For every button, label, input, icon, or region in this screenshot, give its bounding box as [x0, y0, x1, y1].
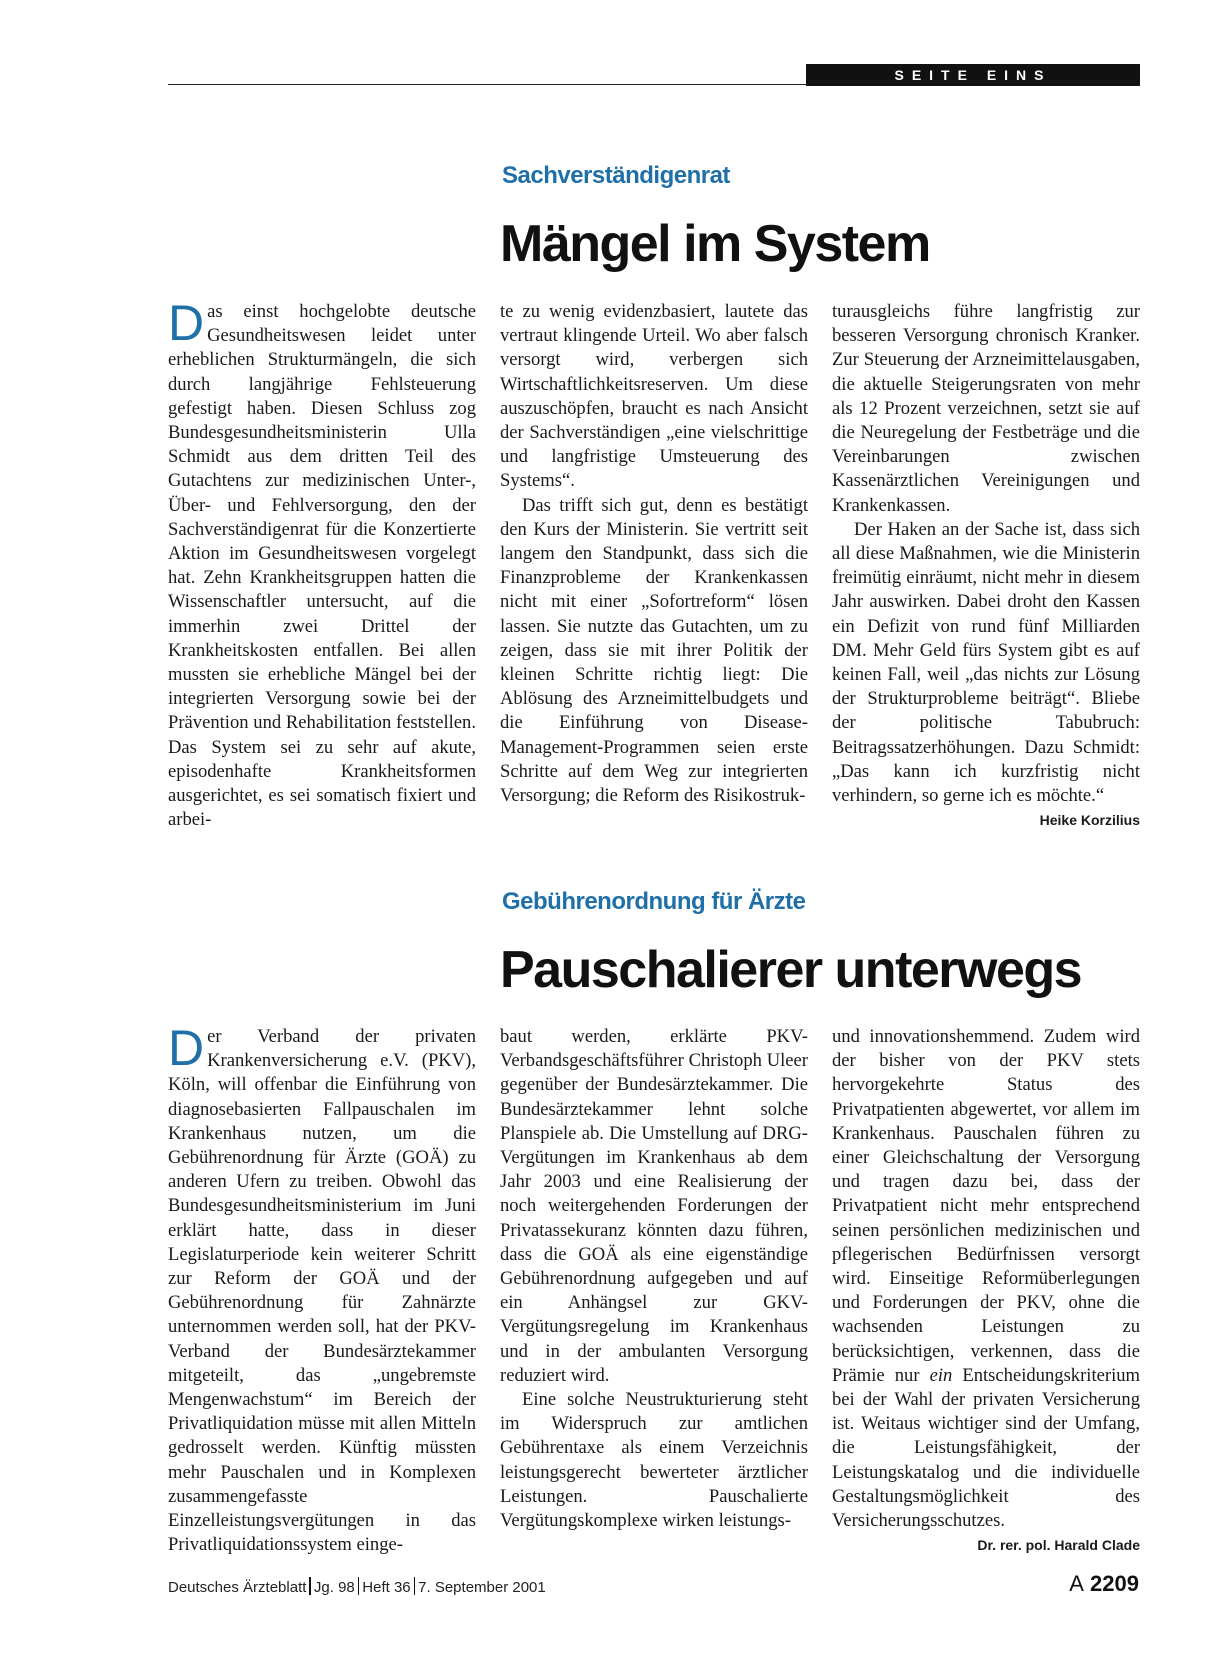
- article1-dropcap: D: [168, 295, 205, 351]
- article2-dropcap: D: [168, 1020, 205, 1076]
- article2-headline: Pauschalierer unterwegs: [500, 941, 1082, 999]
- article1-column-3: [832, 300, 1140, 832]
- page-number-value: 2209: [1090, 1571, 1139, 1596]
- article2-kicker: Gebührenordnung für Ärzte: [502, 888, 806, 915]
- article1-kicker: Sachverständigenrat: [502, 162, 730, 189]
- article2-col3-text-a: und innovationshemmend. Zudem wird der bisher von der PKV stets hervorgekehrte Status des Privatpatienten abgewertet, vor allem im Krankenhaus. Pauschalen führen zu einer Gleichschaltung der Versorgung und tragen dazu bei, dass der Privatpatient nicht mehr entsprechend seinen persönlichen medizinischen und pflegerischen Bedürfnissen versorgt wird. Einseitige Reformüberlegungen und Forderungen der PKV, ohne die wachsenden Leistungen zu berücksichtigen, verkennen, dass die Prämie nur: [832, 1026, 1140, 1386]
- footer-citation: [168, 1577, 546, 1596]
- article2-col2-para1: baut werden, erklärte PKV-Verbandsgeschäftsführer Christoph Uleer gegenüber der Bundesärztekammer. Die Bundesärztekammer lehnt solche Planspiele ab. Die Umstellung auf DRG-Vergütungen im Krankenhaus ab dem Jahr 2003 und eine Realisierung der noch weitergehenden Forderungen der Privatassekuranz könnten dazu führen, dass die GOÄ als eine eigenständige Gebührenordnung aufgegeben und auf ein Anhängsel zur GKV-Vergütungsregelung im Krankenhaus und in der ambulanten Versorgung reduziert wird.: [500, 1026, 808, 1386]
- article2-col3-emphasis: ein: [929, 1364, 953, 1386]
- footer-volume: Jg. 98: [313, 1579, 355, 1596]
- page-prefix: A: [1069, 1571, 1084, 1596]
- footer-separator: [309, 1577, 311, 1595]
- article2-col3-text-b: Entscheidungskriterium bei der Wahl der privaten Versicherung ist. Weitaus wichtiger sind der Umfang, die Leistungsfähigkeit, der Leistungskatalog und die individuelle Gestaltungsmöglichkeit des Versicherungsschutzes.: [832, 1364, 1140, 1532]
- article2-col2-para2: Eine solche Neustrukturierung steht im Widerspruch zur amtlichen Gebührentaxe als einem Verzeichnis leistungsgerecht bewerteter ärztlicher Leistungen. Pauschalierte Vergütungskomplexe wirken leistungs-: [500, 1389, 808, 1532]
- article2-author: Dr. rer. pol. Harald Clade: [977, 1537, 1140, 1554]
- header-rule: [168, 84, 806, 85]
- article1-col2-para1: te zu wenig evidenzbasiert, lautete das vertraut klingende Urteil. Wo aber falsch versorgt wird, verbergen sich Wirtschaftlichkeitsreserven. Um diese auszuschöpfen, braucht es nach Ansicht der Sachverständigen „eine vielschrittige und langfristige Umsteuerung des Systems“.: [500, 301, 808, 492]
- article2-column-2: [500, 1025, 808, 1533]
- footer-journal: Deutsches Ärzteblatt: [168, 1579, 307, 1596]
- article2-column-3: [832, 1025, 1140, 1557]
- article1-column-1: [168, 295, 476, 832]
- article1-column-2: [500, 300, 808, 808]
- article1-author: Heike Korzilius: [1039, 812, 1140, 829]
- footer-separator: [358, 1577, 360, 1595]
- page-number: [1069, 1571, 1139, 1597]
- footer-issue: Heft 36: [362, 1579, 411, 1596]
- article1-col1-text: as einst hochgelobte deutsche Gesundheitswesen leidet unter erheblichen Strukturmängeln, die sich durch langjährige Fehlsteuerung gefestigt haben. Diesen Schluss zog Bundesgesundheitsministerin Ulla Schmidt aus dem dritten Teil des Gutachtens zur medizinischen Unter-, Über- und Fehlversorgung, den der Sachverständigenrat für die Konzertierte Aktion im Gesundheitswesen vorgelegt hat. Zehn Krankheitsgruppen hatten die Wissenschaftler untersucht, auf die immerhin zwei Drittel der Krankheitskosten entfallen. Bei allen mussten sie erhebliche Mängel bei der integrierten Versorgung sowie bei der Prävention und Rehabilitation feststellen. Das System sei zu sehr auf akute, episodenhafte Krankheitsformen ausgerichtet, es sei somatisch fixiert und arbei-: [168, 301, 476, 831]
- article2-col1-text: er Verband der privaten Krankenversicherung e.V. (PKV), Köln, will offenbar die Einführung von diagnosebasierten Fallpauschalen im Krankenhaus nutzen, um die Gebührenordnung für Ärzte (GOÄ) zu anderen Ufern zu treiben. Obwohl das Bundesgesundheitsministerium im Juni erklärt hatte, dass in dieser Legislaturperiode kein weiterer Schritt zur Reform der GOÄ und der Gebührenordnung für Zahnärzte unternommen werden soll, hat der PKV-Verband der Bundesärztekammer mitgeteilt, das „ungebremste Mengenwachstum“ im Bereich der Privatliquidation müsse mit allen Mitteln gedrosselt werden. Künftig müssten mehr Pauschalen und in Komplexen zusammengefasste Einzelleistungsvergütungen in das Privatliquidationssystem einge-: [168, 1026, 476, 1556]
- article1-col3-para1: turausgleichs führe langfristig zur besseren Versorgung chronisch Kranker. Zur Steuerung der Arzneimittelausgaben, die aktuelle Steigerungsraten von mehr als 12 Prozent verzeichnen, setzt sie auf die Neuregelung der Festbeträge und die Vereinbarungen zwischen Kassenärztlichen Vereinigungen und Krankenkassen.: [832, 301, 1140, 516]
- article1-col3-para2: Der Haken an der Sache ist, dass sich all diese Maßnahmen, wie die Ministerin freimütig einräumt, nicht mehr in diesem Jahr auswirken. Dabei droht den Kassen ein Defizit von rund fünf Milliarden DM. Mehr Geld fürs System gibt es auf keinen Fall, weil „das nichts zur Lösung der Strukturprobleme beiträgt“. Bliebe der politische Tabubruch: Beitragssatzerhöhungen. Dazu Schmidt: „Das kann ich kurzfristig nicht verhindern, so gerne ich es möchte.“: [832, 518, 1140, 807]
- footer-date: 7. September 2001: [418, 1579, 546, 1596]
- article2-column-1: [168, 1020, 476, 1557]
- article1-headline: Mängel im System: [500, 215, 930, 273]
- article1-col2-para2: Das trifft sich gut, denn es bestätigt den Kurs der Ministerin. Sie vertritt seit langem den Standpunkt, dass sich die Finanzprobleme der Krankenkassen nicht mit einer „Sofortreform“ lösen lassen. Sie nutzte das Gutachten, um zu zeigen, dass sie mit ihrer Politik der kleinen Schritte richtig liegt: Die Ablösung des Arzneimittelbudgets und die Einführung von Disease-Management-Programmen seien erste Schritte auf dem Weg zur integrierten Versorgung; die Reform des Risikostruk-: [500, 494, 808, 807]
- footer-separator: [414, 1577, 416, 1595]
- section-label: SEITE EINS: [806, 64, 1140, 86]
